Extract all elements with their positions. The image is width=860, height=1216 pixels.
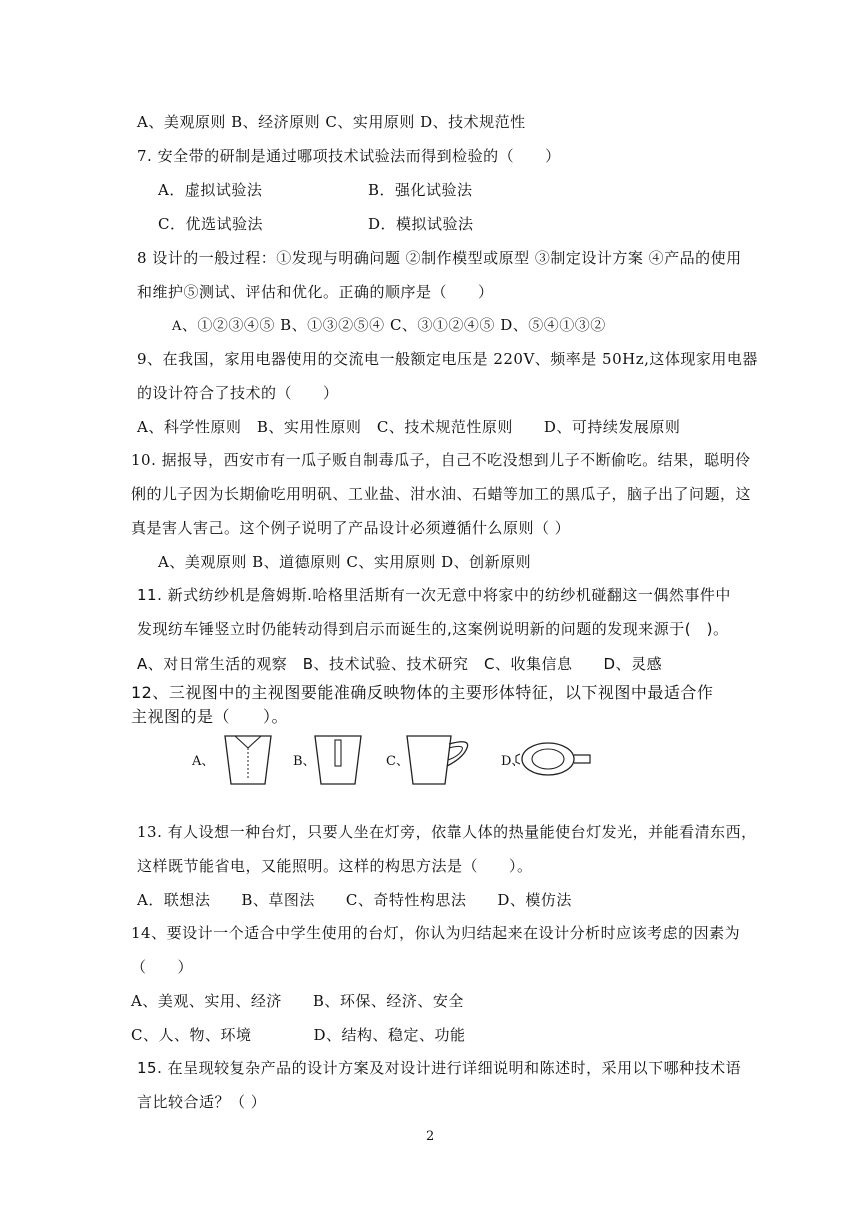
q14-stem-line1: 14、要设计一个适合中学生使用的台灯，你认为归结起来在设计分析时应该考虑的因素为 [131,924,741,942]
q10-stem-line1: 10. 据报导，西安市有一瓜子贩自制毒瓜子，自己不吃没想到儿子不断偷吃。结果，聪明伶 [131,451,751,469]
q14-options-ab: A、美观、实用、经济 B、环保、经济、安全 [131,992,464,1010]
q7-option-a: A．虚拟试验法 [158,181,263,199]
q8-options-text: 、①②③④⑤ B、①③②⑤④ C、③①②④⑤ D、⑤④①③② [181,316,606,334]
q9-stem-line1: 9、在我国，家用电器使用的交流电一般额定电压是 220V、频率是 50Hz,这体现家用电器 [137,350,758,368]
q13-options: A．联想法 B、草图法 C、奇特性构思法 D、模仿法 [137,891,572,909]
q15-stem-line2: 言比较合适？（ ） [137,1093,267,1111]
q11-stem-line1: 11. 新式纺纱机是詹姆斯.哈格里活斯有一次无意中将家中的纺纱机碰翻这一偶然事件中 [137,586,731,604]
figure-a-label: A、 [192,754,215,769]
q8-options-prefix: A [172,319,182,334]
q14-options-cd: C、人、物、环境 D、结构、稳定、功能 [131,1026,466,1044]
q13-stem-line1: 13. 有人设想一种台灯，只要人坐在灯旁，依靠人体的热量能使台灯发光，并能看清东西， [137,823,757,841]
q8-stem-line2: 和维护⑤测试、评估和优化。正确的顺序是（ ） [137,283,494,301]
figure-b-label: B、 [293,754,316,769]
q7-option-d: D．模拟试验法 [368,215,474,233]
q13-stem-line2: 这样既节能省电，又能照明。这样的构思方法是（ ）。 [137,857,533,875]
q8-options [172,315,606,337]
figure-c-view [405,734,471,786]
q8-stem-line1: 8 设计的一般过程：①发现与明确问题 ②制作模型或原型 ③制定设计方案 ④产品的使用 [137,249,742,267]
q14-stem-line2: （ ） [131,958,194,976]
q10-options: A、美观原则 B、道德原则 C、实用原则 D、创新原则 [158,553,532,571]
q10-stem-line3: 真是害人害己。这个例子说明了产品设计必须遵循什么原则（ ） [131,519,571,537]
figure-c-label: C、 [386,754,409,769]
q12-stem-line2: 主视图的是（ ）。 [131,707,289,726]
q15-stem-line1: 15. 在呈现较复杂产品的设计方案及对设计进行详细说明和陈述时，采用以下哪种技术语 [137,1059,742,1077]
q12-stem-line1: 12、三视图中的主视图要能准确反映物体的主要形体特征，以下视图中最适合作 [131,683,714,702]
q11-options: A、对日常生活的观察 B、技术试验、技术研究 C、收集信息 D、灵感 [137,655,663,673]
q9-options: A、科学性原则 B、实用性原则 C、技术规范性原则 D、可持续发展原则 [137,418,681,436]
q7-stem: 7. 安全带的研制是通过哪项技术试验法而得到检验的（ ） [137,147,561,165]
q11-stem-line2: 发现纺车锤竖立时仍能转动得到启示而诞生的,这案例说明新的问题的发现来源于( )。 [137,620,729,638]
page-number: 2 [426,1129,435,1144]
q7-option-b: B．强化试验法 [368,181,473,199]
q6-options: A、美观原则 B、经济原则 C、实用原则 D、技术规范性 [137,113,526,131]
q7-option-c: C．优选试验法 [158,215,263,233]
figure-b-view [313,734,363,786]
q10-stem-line2: 俐的儿子因为长期偷吃用明矾、工业盐、泔水油、石蜡等加工的黑瓜子，脑子出了问题，这 [131,485,752,503]
figure-a-view [223,734,273,786]
figure-d-label: D、 [501,754,525,769]
q9-stem-line2: 的设计符合了技术的（ ） [137,384,339,402]
figure-d-view [516,739,592,779]
